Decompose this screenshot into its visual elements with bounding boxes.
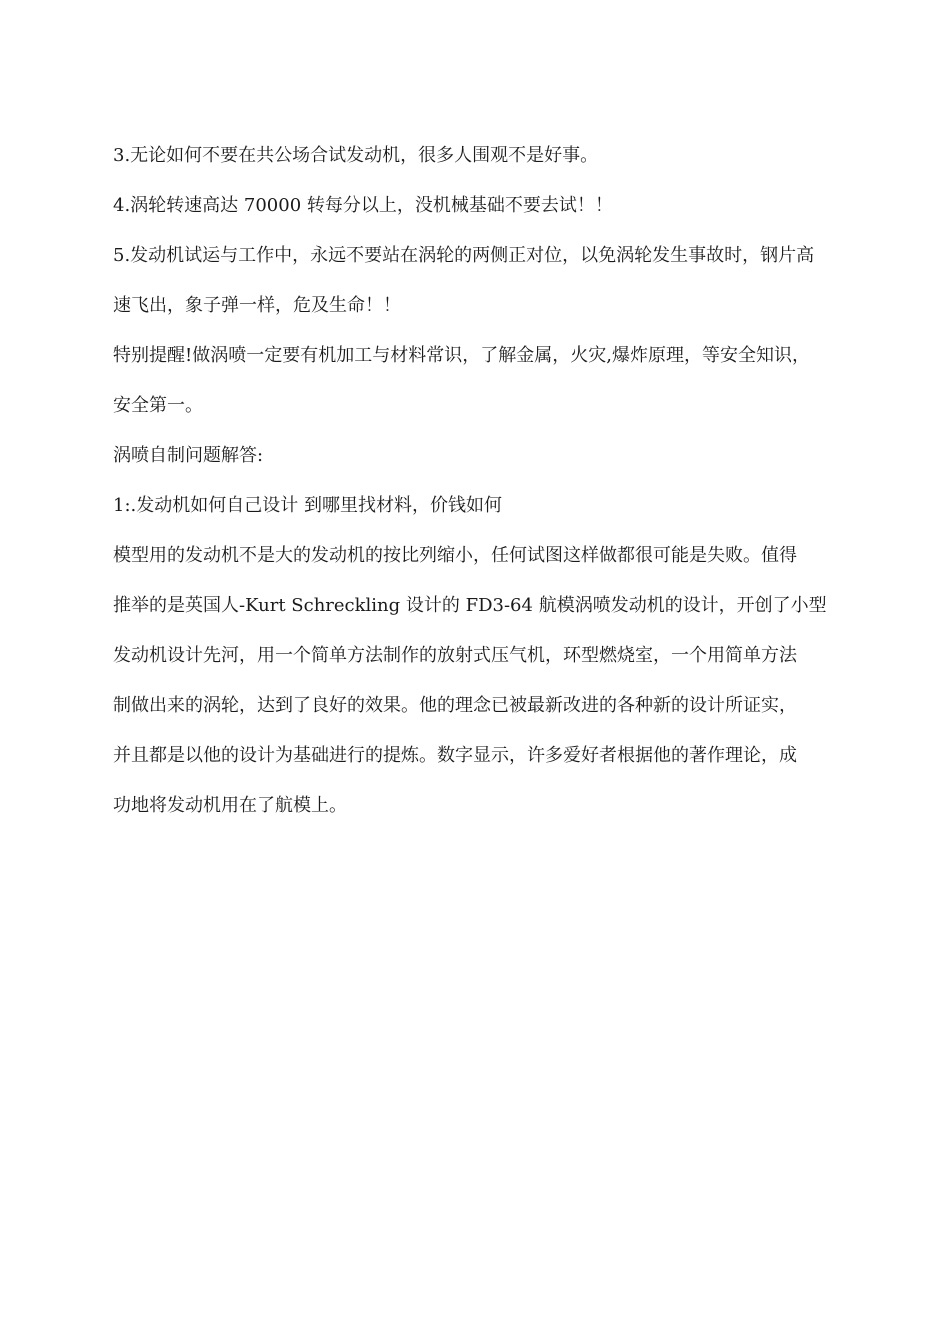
text-line: 5.发动机试运与工作中，永远不要站在涡轮的两侧正对位，以免涡轮发生事故时，钢片高 [113, 245, 815, 266]
text-line: 速飞出，象子弹一样，危及生命！！ [113, 295, 401, 316]
text-line: 功地将发动机用在了航模上。 [113, 795, 347, 816]
text-line: 发动机设计先河，用一个简单方法制作的放射式压气机，环型燃烧室，一个用简单方法 [113, 645, 797, 666]
document-body [113, 131, 863, 831]
text-line: 并且都是以他的设计为基础进行的提炼。数字显示，许多爱好者根据他的著作理论，成 [113, 745, 797, 766]
text-line: 4.涡轮转速高达 70000 转每分以上，没机械基础不要去试！！ [113, 195, 613, 216]
text-line: 特别提醒!做涡喷一定要有机加工与材料常识，了解金属，火灾,爆炸原理，等安全知识， [113, 345, 810, 366]
question-line: 1:.发动机如何自己设计 到哪里找材料，价钱如何 [113, 495, 502, 516]
section-heading: 涡喷自制问题解答: [113, 445, 264, 466]
text-line: 3.无论如何不要在共公场合试发动机，很多人围观不是好事。 [113, 145, 599, 166]
text-line: 推举的是英国人-Kurt Schreckling 设计的 FD3-64 航模涡喷发动机的设计，开创了小型 [113, 595, 827, 616]
text-line: 模型用的发动机不是大的发动机的按比列缩小，任何试图这样做都很可能是失败。值得 [113, 545, 797, 566]
text-line: 安全第一。 [113, 395, 203, 416]
text-line: 制做出来的涡轮，达到了良好的效果。他的理念已被最新改进的各种新的设计所证实， [113, 695, 797, 716]
